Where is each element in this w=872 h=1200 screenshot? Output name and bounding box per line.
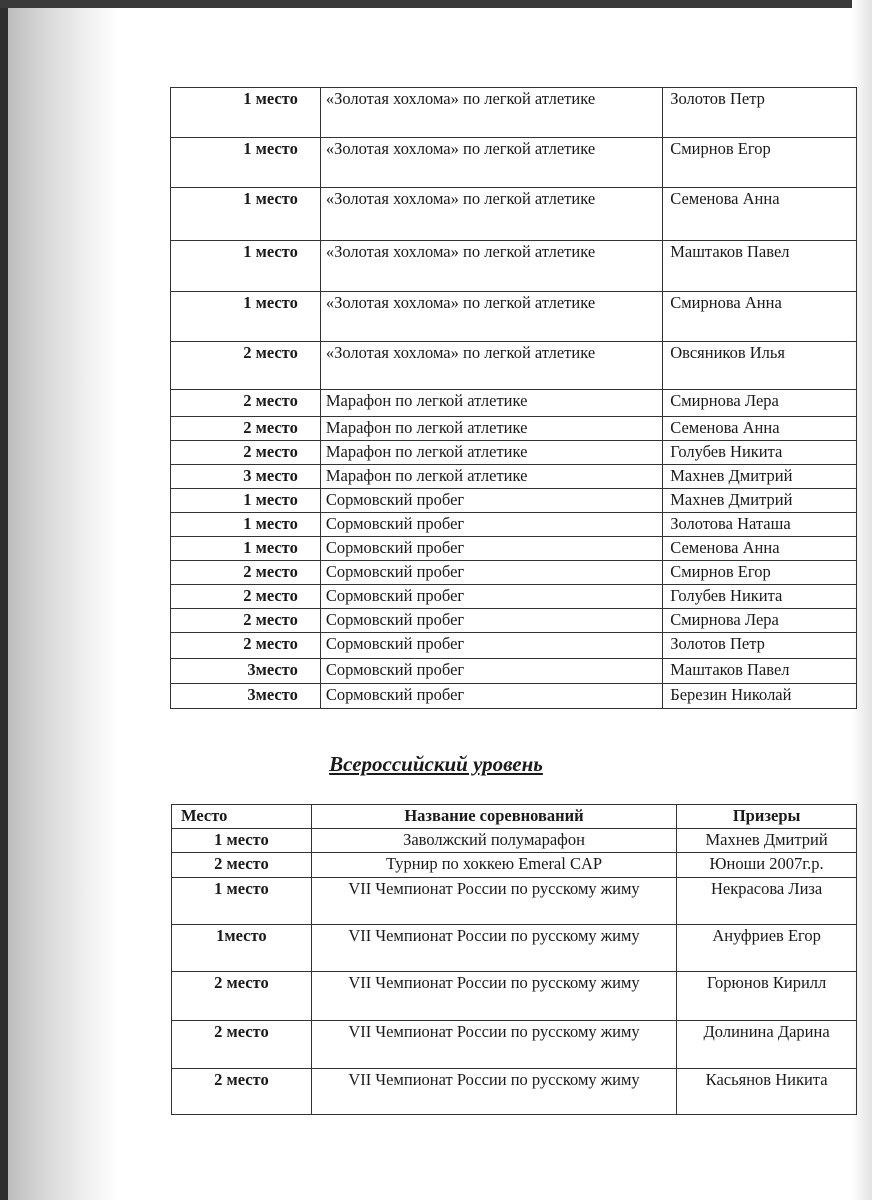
prizewinner-cell: Маштаков Павел bbox=[663, 659, 857, 684]
event-cell: «Золотая хохлома» по легкой атлетике bbox=[320, 241, 662, 292]
event-cell: VII Чемпионат России по русскому жиму bbox=[311, 972, 676, 1021]
event-cell: Сормовский пробег bbox=[320, 561, 662, 585]
table-row bbox=[171, 489, 857, 513]
place-cell: 2 место bbox=[171, 342, 321, 390]
prizewinner-cell: Голубев Никита bbox=[663, 441, 857, 465]
table-header-row bbox=[172, 805, 857, 829]
table-row bbox=[171, 513, 857, 537]
event-cell: VII Чемпионат России по русскому жиму bbox=[311, 1069, 676, 1115]
place-cell: 2 место bbox=[171, 417, 321, 441]
place-cell: 1 место bbox=[171, 537, 321, 561]
table-row bbox=[171, 684, 857, 709]
table-row bbox=[171, 585, 857, 609]
prizewinner-cell: Касьянов Никита bbox=[677, 1069, 857, 1115]
event-cell: Сормовский пробег bbox=[320, 513, 662, 537]
prizewinner-cell: Золотов Петр bbox=[663, 633, 857, 659]
place-cell: 2 место bbox=[171, 633, 321, 659]
event-cell: «Золотая хохлома» по легкой атлетике bbox=[320, 342, 662, 390]
event-cell: Марафон по легкой атлетике bbox=[320, 465, 662, 489]
place-cell: 1 место bbox=[171, 292, 321, 342]
prizewinner-cell: Смирнова Лера bbox=[663, 609, 857, 633]
table-row bbox=[171, 88, 857, 138]
prizewinner-cell: Смирнов Егор bbox=[663, 561, 857, 585]
prizewinner-cell: Махнев Дмитрий bbox=[663, 489, 857, 513]
place-cell: 1 место bbox=[171, 513, 321, 537]
event-cell: Сормовский пробег bbox=[320, 609, 662, 633]
table-row bbox=[171, 390, 857, 417]
table-row bbox=[171, 633, 857, 659]
place-cell: 2 место bbox=[172, 972, 312, 1021]
event-cell: Марафон по легкой атлетике bbox=[320, 441, 662, 465]
table-row bbox=[172, 853, 857, 878]
prizewinner-cell: Юноши 2007г.р. bbox=[677, 853, 857, 878]
place-cell: 3 место bbox=[171, 465, 321, 489]
place-cell: 1 место bbox=[172, 878, 312, 925]
table-row bbox=[172, 925, 857, 972]
header-event: Название соревнований bbox=[311, 805, 676, 829]
place-cell: 1 место bbox=[171, 188, 321, 241]
prizewinner-cell: Махнев Дмитрий bbox=[677, 829, 857, 853]
event-cell: Турнир по хоккею Emeral CAP bbox=[311, 853, 676, 878]
event-cell: «Золотая хохлома» по легкой атлетике bbox=[320, 88, 662, 138]
event-cell: Заволжский полумарафон bbox=[311, 829, 676, 853]
table-row bbox=[171, 441, 857, 465]
event-cell: «Золотая хохлома» по легкой атлетике bbox=[320, 292, 662, 342]
prizewinner-cell: Золотова Наташа bbox=[663, 513, 857, 537]
event-cell: «Золотая хохлома» по легкой атлетике bbox=[320, 188, 662, 241]
table-row bbox=[172, 829, 857, 853]
section-title: Всероссийский уровень bbox=[329, 752, 543, 776]
place-cell: 2 место bbox=[171, 561, 321, 585]
table-row bbox=[171, 659, 857, 684]
event-cell: Сормовский пробег bbox=[320, 659, 662, 684]
place-cell: 1 место bbox=[171, 241, 321, 292]
prizewinner-cell: Семенова Анна bbox=[663, 417, 857, 441]
table-row bbox=[171, 292, 857, 342]
event-cell: Сормовский пробег bbox=[320, 585, 662, 609]
prizewinner-cell: Некрасова Лиза bbox=[677, 878, 857, 925]
prizewinner-cell: Махнев Дмитрий bbox=[663, 465, 857, 489]
header-prizewinners: Призеры bbox=[677, 805, 857, 829]
prizewinner-cell: Горюнов Кирилл bbox=[677, 972, 857, 1021]
place-cell: 2 место bbox=[172, 1021, 312, 1069]
prizewinner-cell: Ануфриев Егор bbox=[677, 925, 857, 972]
prizewinner-cell: Березин Николай bbox=[663, 684, 857, 709]
place-cell: 2 место bbox=[171, 609, 321, 633]
place-cell: 2 место bbox=[172, 1069, 312, 1115]
table-row bbox=[171, 537, 857, 561]
prizewinner-cell: Маштаков Павел bbox=[663, 241, 857, 292]
table-row bbox=[171, 417, 857, 441]
header-place: Место bbox=[172, 805, 312, 829]
table-row bbox=[171, 342, 857, 390]
regional-results-table bbox=[170, 87, 857, 709]
event-cell: Сормовский пробег bbox=[320, 537, 662, 561]
event-cell: Сормовский пробег bbox=[320, 489, 662, 513]
place-cell: 2 место bbox=[171, 585, 321, 609]
event-cell: Марафон по легкой атлетике bbox=[320, 417, 662, 441]
place-cell: 1 место bbox=[171, 489, 321, 513]
place-cell: 1место bbox=[172, 925, 312, 972]
table-row bbox=[171, 241, 857, 292]
prizewinner-cell: Долинина Дарина bbox=[677, 1021, 857, 1069]
event-cell: Сормовский пробег bbox=[320, 684, 662, 709]
table-row bbox=[171, 465, 857, 489]
event-cell: VII Чемпионат России по русскому жиму bbox=[311, 1021, 676, 1069]
table-row bbox=[172, 1069, 857, 1115]
place-cell: 1 место bbox=[171, 138, 321, 188]
place-cell: 1 место bbox=[172, 829, 312, 853]
place-cell: 2 место bbox=[171, 390, 321, 417]
place-cell: 2 место bbox=[171, 441, 321, 465]
place-cell: 3место bbox=[171, 659, 321, 684]
table-row bbox=[171, 561, 857, 585]
event-cell: Сормовский пробег bbox=[320, 633, 662, 659]
table-row bbox=[171, 138, 857, 188]
event-cell: «Золотая хохлома» по легкой атлетике bbox=[320, 138, 662, 188]
prizewinner-cell: Смирнов Егор bbox=[663, 138, 857, 188]
prizewinner-cell: Семенова Анна bbox=[663, 537, 857, 561]
event-cell: VII Чемпионат России по русскому жиму bbox=[311, 878, 676, 925]
prizewinner-cell: Овсяников Илья bbox=[663, 342, 857, 390]
place-cell: 3место bbox=[171, 684, 321, 709]
prizewinner-cell: Смирнова Анна bbox=[663, 292, 857, 342]
prizewinner-cell: Голубев Никита bbox=[663, 585, 857, 609]
table-row bbox=[172, 878, 857, 925]
prizewinner-cell: Семенова Анна bbox=[663, 188, 857, 241]
place-cell: 1 место bbox=[171, 88, 321, 138]
table-row bbox=[172, 972, 857, 1021]
table-row bbox=[172, 1021, 857, 1069]
prizewinner-cell: Золотов Петр bbox=[663, 88, 857, 138]
table-row bbox=[171, 188, 857, 241]
national-results-table bbox=[171, 804, 857, 1115]
event-cell: VII Чемпионат России по русскому жиму bbox=[311, 925, 676, 972]
place-cell: 2 место bbox=[172, 853, 312, 878]
prizewinner-cell: Смирнова Лера bbox=[663, 390, 857, 417]
table-row bbox=[171, 609, 857, 633]
event-cell: Марафон по легкой атлетике bbox=[320, 390, 662, 417]
